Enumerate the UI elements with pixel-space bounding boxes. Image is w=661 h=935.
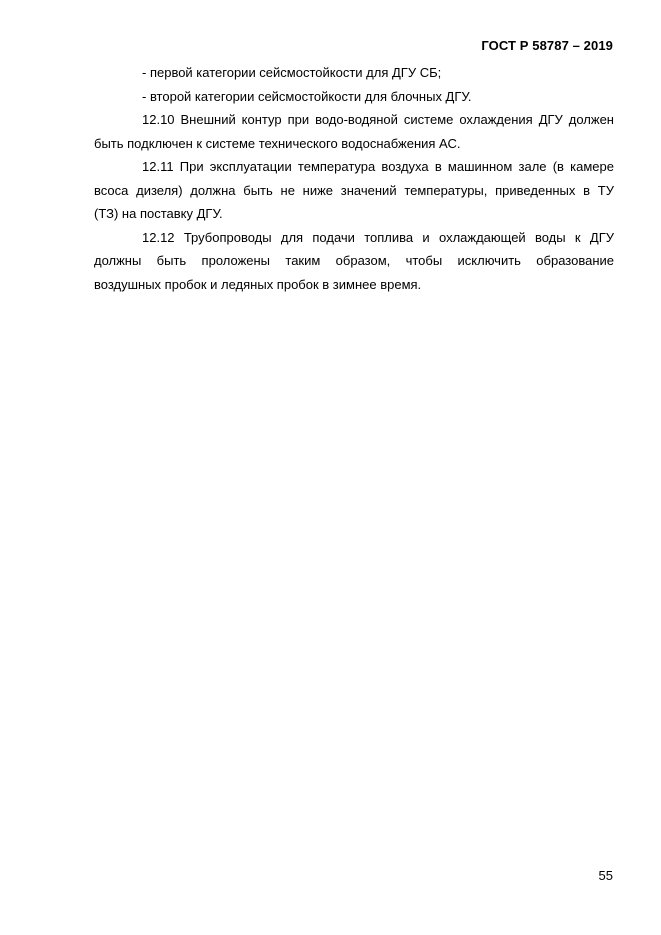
paragraph-12-10 bbox=[94, 108, 614, 155]
document-code-header: ГОСТ Р 58787 – 2019 bbox=[481, 38, 613, 53]
list-item: - второй категории сейсмостойкости для блочных ДГУ. bbox=[142, 88, 472, 104]
paragraph-line: (ТЗ) на поставку ДГУ. bbox=[94, 206, 223, 221]
paragraph-line: должны быть проложены таким образом, чтобы исключить образование bbox=[94, 253, 614, 268]
page-number: 55 bbox=[598, 868, 613, 883]
paragraph-12-11 bbox=[94, 155, 614, 226]
paragraph-line: быть подключен к системе технического водоснабжения АС. bbox=[94, 135, 461, 151]
paragraph-line: 12.11 При эксплуатации температура воздуха в машинном зале (в камере bbox=[142, 159, 614, 174]
paragraph-line: 12.12 Трубопроводы для подачи топлива и охлаждающей воды к ДГУ bbox=[142, 229, 614, 245]
paragraph-line: всоса дизеля) должна быть не ниже значений температуры, приведенных в ТУ bbox=[94, 182, 614, 198]
paragraph-12-12 bbox=[94, 226, 614, 297]
paragraph-line: 12.10 Внешний контур при водо-водяной системе охлаждения ДГУ должен bbox=[142, 112, 614, 127]
paragraph-line: воздушных пробок и ледяных пробок в зимнее время. bbox=[94, 276, 422, 292]
page-body bbox=[94, 61, 614, 296]
list-item: - первой категории сейсмостойкости для ДГУ СБ; bbox=[142, 65, 442, 80]
